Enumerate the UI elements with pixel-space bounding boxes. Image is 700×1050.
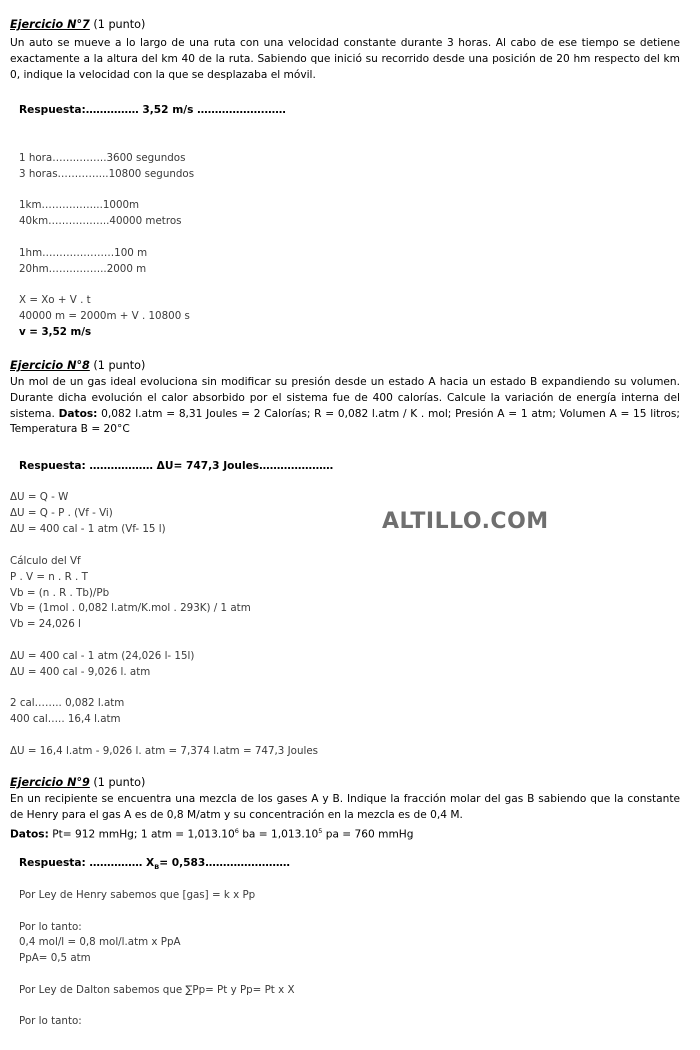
calc-line [10,728,318,744]
exercise-8-statement [10,375,680,438]
calc-line [19,230,194,246]
calc-line: ΔU = 400 cal - 1 atm (Vf- 15 l) [10,522,166,535]
exercise-7-result: v = 3,52 m/s [19,325,92,338]
calc-line: Vb = (1mol . 0,082 l.atm/K.mol . 293K) / 1 atm [10,602,251,615]
calc-line: ΔU = 400 cal - 1 atm (24,026 l- 15l) [10,649,195,662]
exercise-7-answer: Respuesta:…………… 3,52 m/s ……………….…… [19,104,286,116]
calc-line [19,967,295,983]
exercise-9-heading [10,776,145,790]
exercise-9-datos-exp2: 5 [318,826,323,835]
calc-line: PpA= 0,5 atm [19,952,91,965]
calc-line: 400 cal….. 16,4 l.atm [10,712,121,725]
exercise-8-datos-label: Datos: [58,407,98,420]
calc-line [10,633,318,649]
exercise-9-datos-a: Pt= 912 mmHg; 1 atm = 1,013.10 [48,828,235,841]
calc-line [19,904,295,920]
calc-line [19,183,194,199]
exercise-9-datos-c: pa = 760 mmHg [322,828,414,841]
calc-line: Por lo tanto: [19,1015,82,1028]
calc-line: Por Ley de Henry sabemos que [gas] = k x Pp [19,889,256,901]
exercise-8-points: (1 punto) [89,359,146,372]
calc-line: 3 horas…………...10800 segundos [19,167,195,180]
calc-line: P . V = n . R . T [10,570,88,583]
exercise-9-datos-label: Datos: [10,828,49,841]
calc-line [19,999,295,1015]
calc-line: 40km……………...40000 metros [19,215,182,228]
exercise-7-points: (1 punto) [89,18,146,31]
calc-line: Cálculo del Vf [10,555,81,567]
exercise-8-statement-text: Un mol de un gas ideal evoluciona sin modificar su presión desde un estado A hacia un estado B expandiendo su volumen. Durante dicha evolución el calor absorbido por el sistema fue de 400 calorías. Calcule la variación de energía interna del sistema. [10,376,680,420]
calc-line: Vb = 24,026 l [10,618,81,631]
calc-line: ΔU = Q - W [10,491,69,503]
calc-line [19,277,194,293]
exercise-8-answer: Respuesta: ……………… ΔU= 747,3 Joules………………… [19,460,334,472]
exercise-8-work-b [10,554,318,759]
exercise-7-statement: Un auto se mueve a lo largo de una ruta con una velocidad constante durante 3 horas. Al cabo de ese tiempo se detiene exactamente a la altura del km 40 de la ruta. Sabiendo que inició su recorrido desde una posición de 20 hm respecto del km 0, indique la velocidad con la que se desplazaba el móvil. [10,37,680,81]
exercise-9-answer [19,857,290,871]
exercise-8-number: Ejercicio N°8 [10,359,90,372]
exercise-9-datos-exp1: 6 [234,826,239,835]
calc-line: 40000 m = 2000m + V . 10800 s [19,309,190,322]
exercise-7-heading [10,18,145,32]
calc-line [10,680,318,696]
exercise-9-answer-sub: B [154,863,160,872]
calc-line: X = Xo + V . t [19,294,91,307]
exercise-9-points: (1 punto) [89,776,146,789]
exercise-9-statement-text: En un recipiente se encuentra una mezcla de los gases A y B. Indique la fracción molar del gas B sabiendo que la constante de Henry para el gas A es de 0,8 M/atm y su concentración en la mezcla es de 0,4 M. [10,793,680,821]
calc-line: ΔU = 400 cal - 9,026 l. atm [10,665,151,678]
calc-line: 2 cal…….. 0,082 l.atm [10,697,125,710]
exercise-8-heading [10,359,145,373]
calc-line: ΔU = Q - P . (Vf - Vi) [10,506,113,519]
exercise-9-number: Ejercicio N°9 [10,776,90,789]
watermark-logo: ALTILLO.COM [382,509,549,534]
calc-line: 1km……………...1000m [19,199,140,212]
calc-line: Por Ley de Dalton sabemos que ∑Pp= Pt y Pp= Pt x X [19,983,295,996]
calc-line: Vb = (n . R . Tb)/Pb [10,586,110,599]
calc-line: 20hm……………..2000 m [19,262,147,275]
exercise-7-number: Ejercicio N°7 [10,18,90,31]
exercise-9-answer-pre: Respuesta: …………… X [19,857,155,869]
calc-line: Por lo tanto: [19,920,82,933]
exercise-8-work-a [10,490,166,537]
exercise-9-work [19,888,295,1030]
calc-line: 1 hora……..……..3600 segundos [19,152,186,164]
exercise-9-answer-post: = 0,583…………………… [159,857,291,869]
exercise-9-statement [10,792,680,843]
calc-line: 0,4 mol/l = 0,8 mol/l.atm x PpA [19,936,181,949]
exercise-8-datos-text: 0,082 l.atm = 8,31 Joules = 2 Calorías; R = 0,082 l.atm / K . mol; Presión A = 1 atm; Volumen A = 15 litros; Temperatura B = 20°C [10,407,681,436]
exercise-7-work [19,151,194,341]
calc-line: 1hm…………………100 m [19,246,148,259]
calc-line: ΔU = 16,4 l.atm - 9,026 l. atm = 7,374 l.atm = 747,3 Joules [10,744,319,757]
exercise-9-datos-b: ba = 1,013.10 [238,828,319,841]
